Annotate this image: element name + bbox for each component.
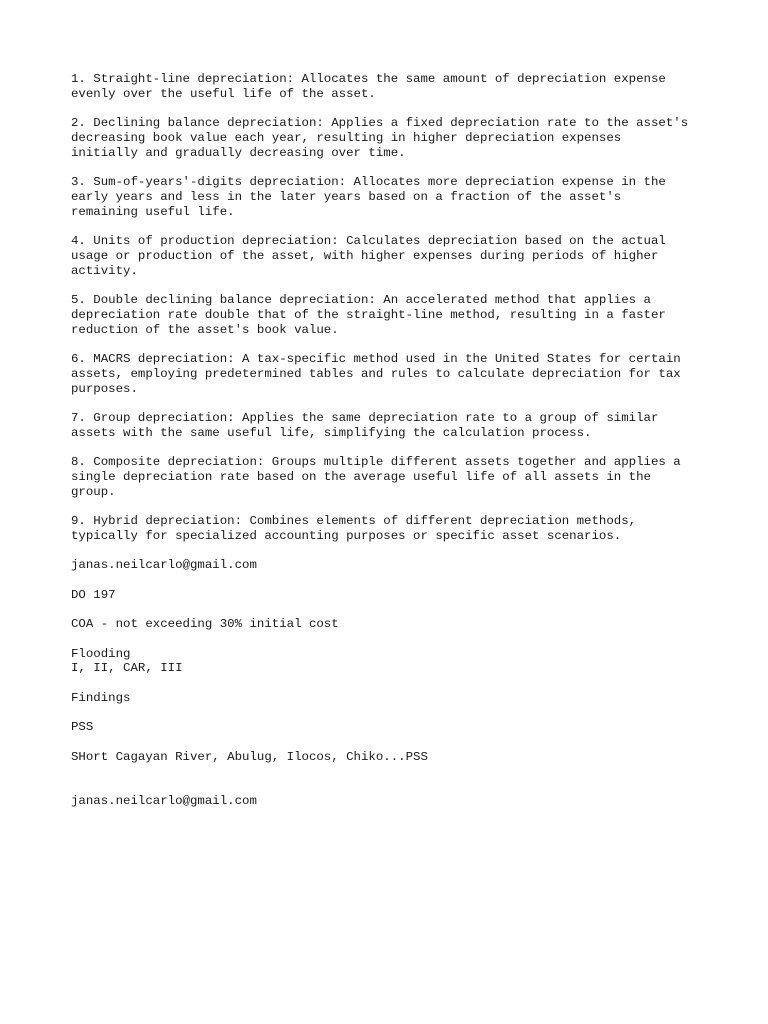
note-rivers: SHort Cagayan River, Abulug, Ilocos, Chiko...PSS xyxy=(71,749,428,764)
note-pss: PSS xyxy=(71,720,94,735)
email-note-footer: janas.neilcarlo@gmail.com xyxy=(71,793,257,808)
list-item-straight-line: 1. Straight-line depreciation: Allocates the same amount of depreciation expense evenly over the useful life of the asset. xyxy=(71,72,666,101)
list-item-units-of-production: 4. Units of production depreciation: Calculates depreciation based on the actual usage or production of the asset, with higher expenses during periods of higher activity. xyxy=(71,234,666,278)
email-note: janas.neilcarlo@gmail.com xyxy=(71,558,257,573)
list-item-composite: 8. Composite depreciation: Groups multiple different assets together and applies a single depreciation rate based on the average useful life of all assets in the group. xyxy=(71,455,681,499)
note-flooding: Flooding I, II, CAR, III xyxy=(71,646,183,676)
list-item-group: 7. Group depreciation: Applies the same depreciation rate to a group of similar assets with the same useful life, simplifying the calculation process. xyxy=(71,411,659,440)
list-item-hybrid: 9. Hybrid depreciation: Combines elements of different depreciation methods, typically for specialized accounting purposes or specific asset scenarios. xyxy=(71,514,637,544)
document-page xyxy=(71,72,711,823)
note-coa: COA - not exceeding 30% initial cost xyxy=(71,617,339,632)
note-do-197: DO 197 xyxy=(71,587,116,602)
list-item-macrs: 6. MACRS depreciation: A tax-specific method used in the United States for certain assets, employing predetermined tables and rules to calculate depreciation for tax purposes. xyxy=(71,352,681,396)
list-item-double-declining: 5. Double declining balance depreciation: An accelerated method that applies a depreciation rate double that of the straight-line method, resulting in a faster reduction of the asset's book value. xyxy=(71,293,666,337)
list-item-sum-of-years-digits: 3. Sum-of-years'-digits depreciation: Allocates more depreciation expense in the early years and less in the later years based on a fraction of the asset's remaining useful life. xyxy=(71,175,666,219)
list-item-declining-balance: 2. Declining balance depreciation: Applies a fixed depreciation rate to the asset's decreasing book value each year, resulting in higher depreciation expenses initially and gradually decreasing over time. xyxy=(71,116,689,160)
note-findings: Findings xyxy=(71,690,131,705)
